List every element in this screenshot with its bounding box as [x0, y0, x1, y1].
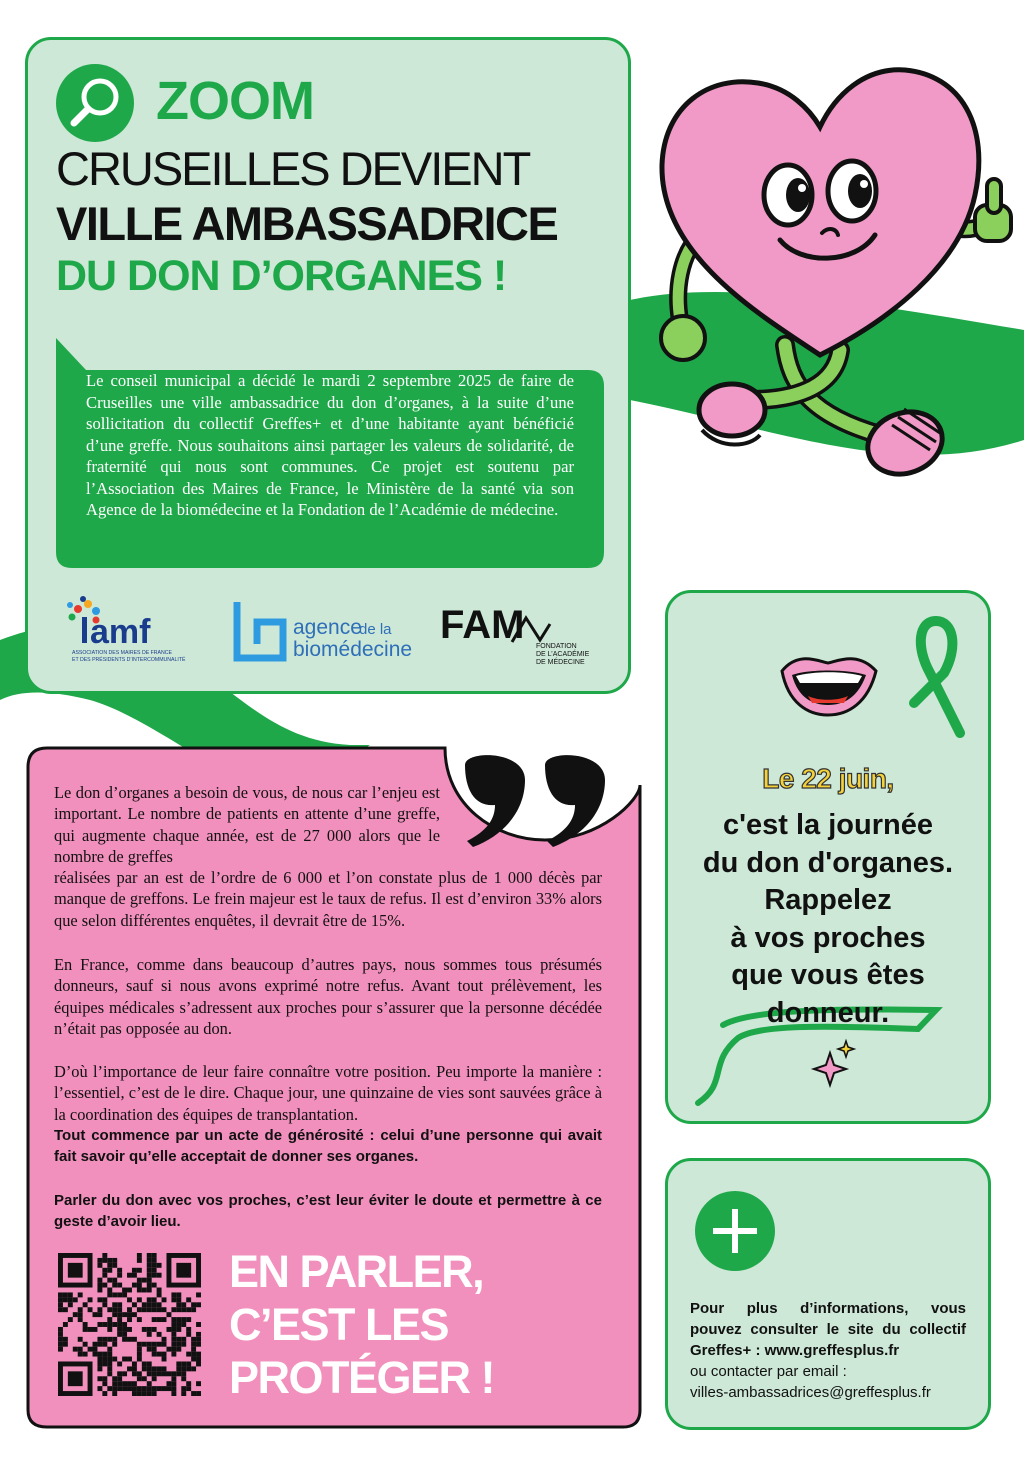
date-line-1: c'est la journée: [723, 809, 933, 841]
sparkle-icon: [814, 1041, 854, 1085]
info-email-link[interactable]: villes-ambassadrices@greffesplus.fr: [690, 1384, 931, 1401]
date-line-6: donneur.: [766, 996, 890, 1029]
svg-text:biomédecine: biomédecine: [293, 638, 413, 661]
zoom-label: ZOOM: [156, 71, 314, 131]
plus-icon: [695, 1191, 775, 1271]
intro-paragraph: Le conseil municipal a décidé le mardi 2 septembre 2025 de faire de Cruseilles une ville ambassadrice du don d’organes, à la suite d’une sollicitation du collectif Greffes+ et d’une habitante ayant bénéficié d’une greffe. Nous souhaitons ainsi partager les valeurs de solidarité, de fraternité qui nous sont communes. Ce projet est soutenu par l’Association des Maires de France, le Ministère de la santé via son Agence de la biomédecine et la Fondation de l’Académie de médecine.: [86, 371, 574, 519]
slogan-line-1: EN PARLER,: [229, 1246, 484, 1297]
info-card: [665, 1158, 991, 1430]
date-line-4: à vos proches: [730, 921, 926, 954]
agence-biomedecine-logo: [233, 600, 418, 670]
svg-text:agence: agence: [293, 616, 362, 639]
date-card: [665, 590, 991, 1124]
page-title-line-3: DU DON D’ORGANES !: [56, 252, 507, 300]
svg-text:amf: amf: [90, 613, 151, 651]
page-title-line-1: CRUSEILLES DEVIENT: [56, 142, 530, 195]
slogan-line-2: C’EST LES: [229, 1299, 449, 1350]
date-highlight: Le 22 juin,: [762, 763, 894, 794]
zoom-card: [25, 37, 631, 694]
svg-text:ET DES PRÉSIDENTS D’INTERCOMMU: ET DES PRÉSIDENTS D’INTERCOMMUNALITÉ: [72, 657, 186, 663]
svg-text:FAM: FAM: [440, 603, 525, 647]
article-card: [25, 745, 645, 1430]
date-line-2: du don d'organes.: [702, 846, 954, 879]
date-line-3: Rappelez: [764, 884, 892, 916]
fam-logo: [440, 602, 605, 672]
magnifier-icon: [56, 64, 134, 142]
article-paragraph-3-bold: Tout commence par un acte de générosité : celui d’une personne qui avait fait savoir qu’elle acceptait de donner ses organes.: [54, 1127, 602, 1166]
mouth-icon: [782, 659, 876, 715]
slogan-line-3: PROTÉGER !: [229, 1352, 495, 1403]
svg-text:DE MÉDECINE: DE MÉDECINE: [536, 659, 585, 666]
amf-logo: [58, 595, 208, 670]
info-contact-text: ou contacter par email :: [690, 1363, 847, 1380]
article-paragraph-3: D’où l’importance de leur faire connaître votre position. Peu importe la manière : l’essentiel, c’est de le dire. Chaque jour, une quinzaine de vies sont sauvées grâce à la coordination des équipes de transplantation.: [54, 1062, 602, 1124]
svg-text:FONDATION: FONDATION: [536, 643, 577, 650]
info-text: [690, 1298, 966, 1403]
page-title-line-2: VILLE AMBASSADRICE: [56, 197, 558, 250]
ribbon-icon: [914, 621, 960, 733]
article-paragraph-4-bold: Parler du don avec vos proches, c’est leur éviter le doute et permettre à ce geste d’avoir lieu.: [54, 1192, 602, 1231]
article-paragraph-1a: Le don d’organes a besoin de vous, de nous car l’enjeu est important. Le nombre de patients en attente d’une greffe, qui augmente chaque année, est de 27 000 alors que le nombre de greffes: [54, 783, 440, 866]
date-message: [668, 807, 988, 1032]
article-paragraph-2: En France, comme dans beaucoup d’autres pays, nous sommes tous présumés donneurs, sauf si nous avons exprimé notre refus. Avant tout prélèvement, les équipes médicales s’adressent aux proches pour s’assurer que la personne décédée n’était pas opposée au don.: [54, 955, 602, 1038]
article-paragraph-1b: réalisées par an est de l’ordre de 6 000 et l’on constate plus de 1 000 décès par manque de greffons. Le frein majeur est le taux de refus. Il est d’environ 33% alors que selon différentes enquêtes, il devrait être de 15%.: [54, 868, 602, 930]
qr-code[interactable]: [58, 1253, 201, 1396]
date-line-5: que vous êtes: [731, 959, 925, 991]
info-website-text: Pour plus d’informations, vous pouvez consulter le site du collectif Greffes+ : www.greffesplus.fr: [690, 1300, 966, 1359]
heart-mascot-illustration: [640, 55, 1024, 495]
slogan: [229, 1245, 494, 1404]
svg-text:DE L’ACADÉMIE: DE L’ACADÉMIE: [536, 651, 590, 658]
svg-text:de la: de la: [359, 621, 392, 638]
svg-text:ASSOCIATION DES MAIRES DE FRAN: ASSOCIATION DES MAIRES DE FRANCE: [72, 650, 172, 656]
